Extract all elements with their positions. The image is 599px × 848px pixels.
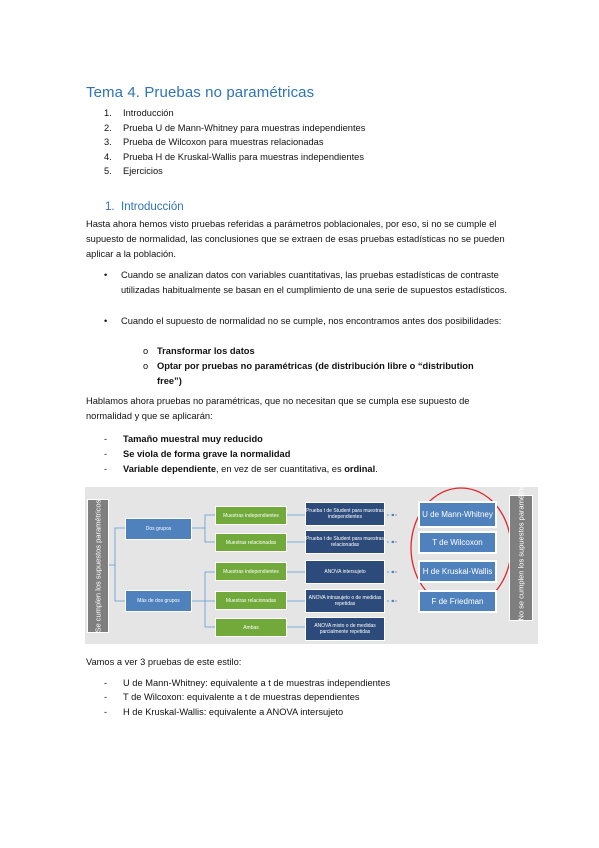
- toc-item: 3. Prueba de Wilcoxon para muestras relacionadas: [104, 137, 324, 148]
- intro-paragraph: Hasta ahora hemos visto pruebas referidas a parámetros poblacionales, por eso, si no se cumple el supuesto de normalidad, las conclusiones que se extraen de esas pruebas estadísticas no se pueden aplicar a la población.: [86, 219, 505, 259]
- parametric-test-box: Prueba t de Student para muestras relacionadas: [305, 530, 385, 554]
- design-box: Muestras independientes: [215, 506, 287, 525]
- nonparametric-test-box: T de Wilcoxon: [418, 531, 497, 554]
- nonparametric-test-box: H de Kruskal-Wallis: [418, 560, 497, 583]
- group-box: Dos grupos: [125, 518, 192, 540]
- group-box: Más de dos grupos: [125, 590, 192, 612]
- design-box: Muestras relacionadas: [215, 591, 287, 610]
- toc-item: 5. Ejercicios: [104, 166, 163, 177]
- paragraph: Vamos a ver 3 pruebas de este estilo:: [86, 657, 242, 667]
- parametric-test-box: ANOVA intersujeto: [305, 560, 385, 584]
- toc-item: 2. Prueba U de Mann-Whitney para muestras independientes: [104, 122, 366, 133]
- design-box: Muestras relacionadas: [215, 533, 287, 552]
- section-heading: 1. Introducción: [105, 201, 184, 213]
- nonparametric-test-box: U de Mann-Whitney: [418, 501, 497, 528]
- toc-item: 1. Introducción: [104, 108, 174, 118]
- test-selection-diagram: [85, 476, 538, 644]
- parametric-test-box: Prueba t de Student para muestras independientes: [305, 502, 385, 526]
- parametric-label-box: Se cumplen los supuestos paramétricos: [87, 499, 109, 633]
- toc-item: 4. Prueba H de Kruskal-Wallis para muestras independientes: [104, 151, 364, 162]
- parametric-test-box: ANOVA intrasujeto o de medidas repetidas: [305, 589, 385, 613]
- nonparametric-label-box: No se cumplen los supuestos paramétricos: [509, 495, 533, 621]
- design-box: Ambas: [215, 618, 287, 637]
- parametric-test-box: ANOVA mixto o de medidas parcialmente repetidas: [305, 617, 385, 641]
- paragraph: Hablamos ahora pruebas no paramétricas, que no necesitan que se cumpla ese supuesto de normalidad y que se aplicarán:: [86, 396, 470, 421]
- nonparametric-test-box: F de Friedman: [418, 590, 497, 613]
- design-box: Muestras independientes: [215, 562, 287, 581]
- page-title: Tema 4. Pruebas no paramétricas: [86, 84, 315, 101]
- table-of-contents: [104, 106, 365, 179]
